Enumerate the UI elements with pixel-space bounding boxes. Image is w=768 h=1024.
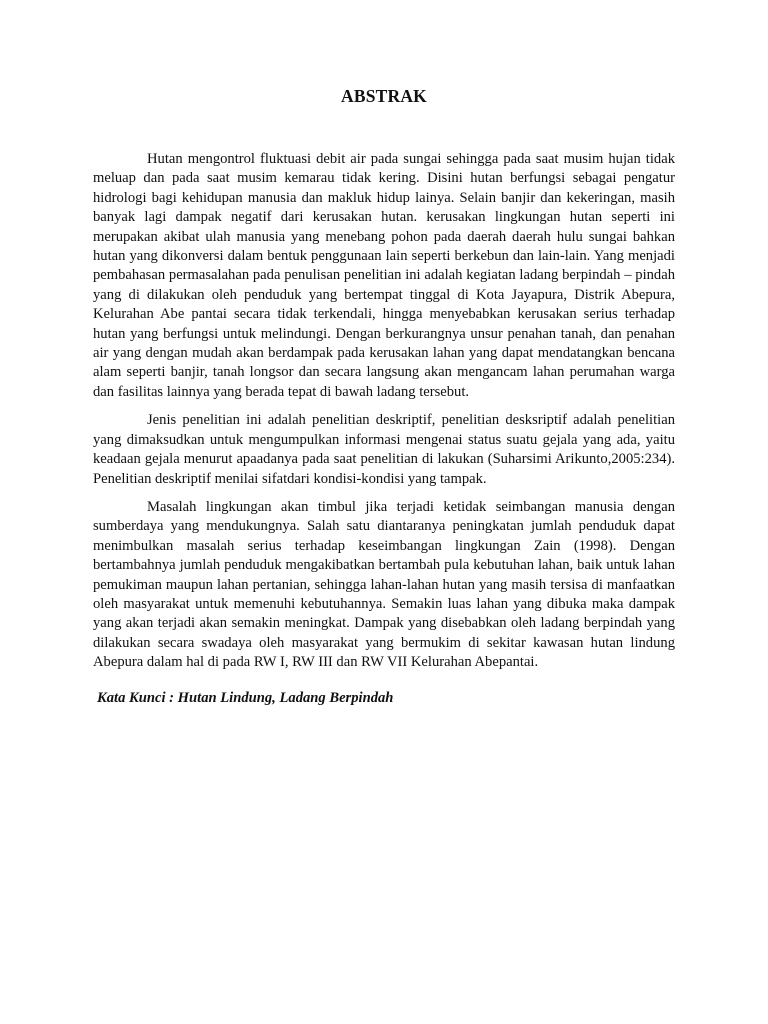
abstract-body <box>93 150 675 708</box>
abstract-paragraph-3: Masalah lingkungan akan timbul jika terjadi ketidak seimbangan manusia dengan sumberdaya yang mendukungnya. Salah satu diantaranya peningkatan jumlah penduduk dapat menimbulkan masalah serius terhadap keseimbangan lingkungan Zain (1998). Dengan bertambahnya jumlah penduduk mengakibatkan bertambah pula kebutuhan lahan, baik untuk lahan pemukiman maupun lahan pertanian, sehingga lahan-lahan hutan yang masih tersisa di manfaatkan oleh masyarakat untuk memenuhi kebutuhannya. Semakin luas lahan yang dibuka maka dampak yang akan terjadi akan semakin meningkat. Dampak yang disebabkan oleh ladang berpindah yang dilakukan secara swadaya oleh masyarakat yang bermukim di sekitar kawasan hutan lindung Abepura dalam hal di pada RW I, RW III dan RW VII Kelurahan Abepantai. <box>93 498 675 671</box>
page-title: ABSTRAK <box>340 86 427 106</box>
abstract-paragraph-2: Jenis penelitian ini adalah penelitian deskriptif, penelitian desksriptif adalah penelitian yang dimaksudkan untuk mengumpulkan informasi mengenai status suatu gejala yang ada, yaitu keadaan gejala menurut apaadanya pada saat penelitian di lakukan (Suharsimi Arikunto,2005:234). Penelitian deskriptif menilai sifatdari kondisi-kondisi yang tampak. <box>93 412 675 487</box>
keywords-line: Kata Kunci : Hutan Lindung, Ladang Berpindah <box>97 689 394 706</box>
abstract-paragraph-1: Hutan mengontrol fluktuasi debit air pada sungai sehingga pada saat musim hujan tidak meluap dan pada saat musim kemarau tidak kering. Disini hutan berfungsi sebagai pengatur hidrologi bagi kehidupan manusia dan makluk hidup lainya. Selain banjir dan kekeringan, masih banyak lagi dampak negatif dari kerusakan hutan. kerusakan lingkungan hutan seperti ini merupakan akibat ulah manusia yang menebang pohon pada daerah daerah hulu sungai bahkan hutan yang dikonversi dalam bentuk penggunaan lain seperti berkebun dan lain-lain. Yang menjadi pembahasan permasalahan pada penulisan penelitian ini adalah kegiatan ladang berpindah – pindah yang di dilakukan oleh penduduk yang bertempat tinggal di Kota Jayapura, Distrik Abepura, Kelurahan Abe pantai secara tidak terkendali, hingga menyebabkan kerusakan serius terhadap hutan yang berfungsi untuk melindungi. Dengan berkurangnya unsur penahan tanah, dan penahan air yang dengan mudah akan berdampak pada kerusakan lahan yang dapat mendatangkan bencana alam seperti banjir, tanah longsor dan secara langsung akan mengancam lahan perumahan warga dan fasilitas lainnya yang berada tepat di bawah ladang tersebut. <box>93 151 675 400</box>
